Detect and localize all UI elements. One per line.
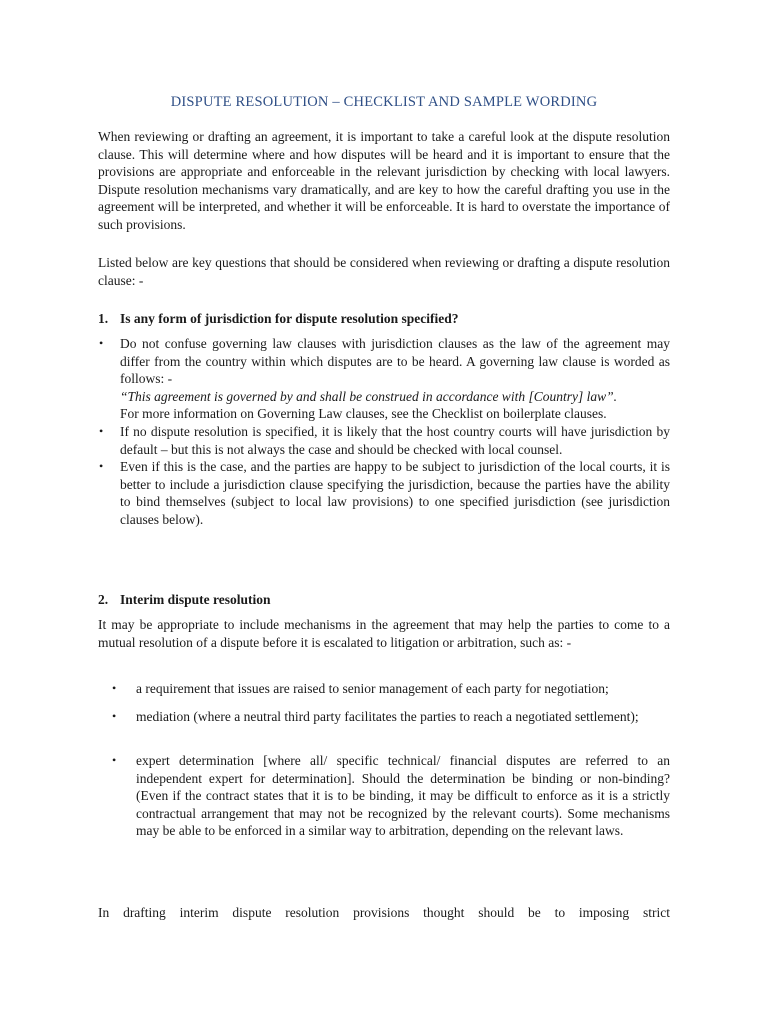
section-2-bullet-3 bbox=[98, 752, 670, 840]
section-1-bullet-3 bbox=[98, 458, 670, 528]
section-1-heading bbox=[98, 310, 670, 328]
intro-paragraph bbox=[98, 128, 670, 234]
closing-paragraph bbox=[98, 904, 670, 922]
bullet-icon: • bbox=[112, 753, 117, 767]
listed-text: Listed below are key questions that should be considered when reviewing or drafting a dispute resolution clause: - bbox=[98, 255, 670, 288]
governing-law-quote: “This agreement is governed by and shall be construed in accordance with [Country] law”. bbox=[120, 388, 617, 404]
section-1-bullet-2 bbox=[98, 423, 670, 458]
bullet-3-text: Even if this is the case, and the parties are happy to be subject to jurisdiction of the local courts, it is better to include a jurisdiction clause specifying the jurisdiction, because the parties have the ability to bind themselves (subject to local law provisions) to one specified jurisdiction (see jurisdiction clauses below). bbox=[120, 459, 670, 527]
section-1-bullets bbox=[98, 335, 670, 529]
section-2-intro-text: It may be appropriate to include mechanisms in the agreement that may help the parties to come to a mutual resolution of a dispute before it is escalated to litigation or arbitration, such as: - bbox=[98, 617, 670, 650]
section-1-heading-text: Is any form of jurisdiction for dispute resolution specified? bbox=[120, 311, 459, 326]
section-2-bullet-2-text: mediation (where a neutral third party facilitates the parties to reach a negotiated settlement); bbox=[136, 709, 639, 724]
section-2-heading bbox=[98, 591, 670, 609]
section-2-bullet-1 bbox=[98, 680, 670, 698]
section-2-bullets-b bbox=[98, 708, 670, 726]
bullet-icon: • bbox=[99, 423, 104, 438]
section-2-bullets-c bbox=[98, 752, 670, 840]
bullet-icon: • bbox=[112, 681, 117, 695]
listed-paragraph bbox=[98, 254, 670, 289]
section-2-bullet-1-text: a requirement that issues are raised to senior management of each party for negotiation; bbox=[136, 681, 609, 696]
section-1-bullet-1 bbox=[98, 335, 670, 423]
bullet-1-more-text: For more information on Governing Law clauses, see the Checklist on boilerplate clauses. bbox=[120, 406, 607, 422]
section-2-bullets bbox=[98, 680, 670, 698]
section-2-heading-text: Interim dispute resolution bbox=[120, 592, 271, 607]
document-title: DISPUTE RESOLUTION – CHECKLIST AND SAMPLE WORDING bbox=[170, 94, 598, 110]
section-2-bullet-2 bbox=[98, 708, 670, 726]
closing-text: In drafting interim dispute resolution provisions thought should be to imposing strict bbox=[98, 905, 670, 920]
section-1-number: 1. bbox=[98, 311, 109, 326]
bullet-1-main-text: Do not confuse governing law clauses with jurisdiction clauses as the law of the agreement may differ from the country within which disputes are to be heard. A governing law clause is worded as follows: - bbox=[120, 336, 670, 387]
bullet-icon: • bbox=[99, 336, 104, 350]
bullet-icon: • bbox=[99, 459, 104, 474]
intro-text: When reviewing or drafting an agreement, it is important to take a careful look at the dispute resolution clause. This will determine where and how disputes will be heard and it is important to ensure that the provisions are appropriate and enforceable in the relevant jurisdiction by checking with local lawyers. Dispute resolution mechanisms vary dramatically, and are key to how the careful drafting you use in the agreement will be interpreted, and whether it will be enforceable. It is hard to overstate the importance of such provisions. bbox=[98, 129, 670, 232]
section-2-bullet-3-text: expert determination [where all/ specific technical/ financial disputes are referred to an independent expert for determination]. Should the determination be binding or non-binding? (Even if the contract states that it is to be binding, it may be difficult to enforce as it is a strictly contractual arrangement that may not be recognized by the relevant courts). Some mechanisms may be able to be enforced in a similar way to arbitration, depending on the relevant laws. bbox=[136, 753, 670, 839]
bullet-icon: • bbox=[112, 709, 117, 723]
bullet-2-text: If no dispute resolution is specified, it is likely that the host country courts will have jurisdiction by default – but this is not always the case and should be checked with local counsel. bbox=[120, 423, 670, 457]
section-2-number: 2. bbox=[98, 592, 109, 607]
section-2-intro bbox=[98, 616, 670, 651]
